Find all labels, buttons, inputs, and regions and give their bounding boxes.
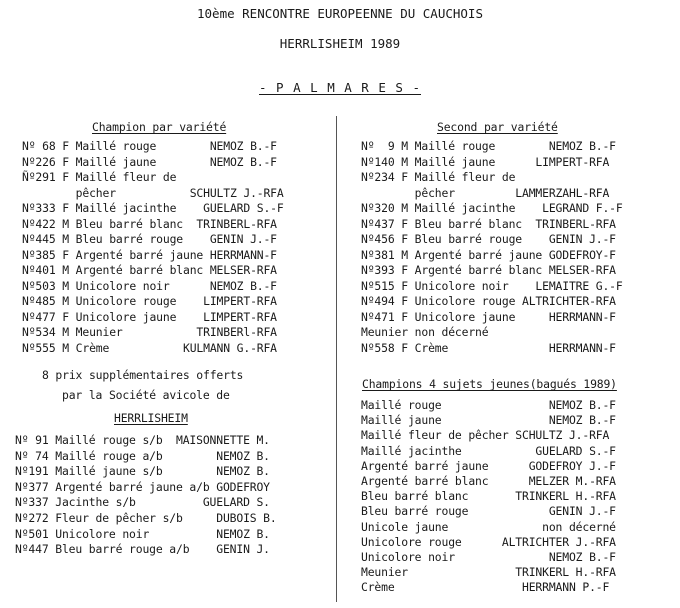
prize-line: Nº447 Bleu barré rouge a/b GENIN J.: [15, 542, 270, 557]
young-line: Maillé rouge NEMOZ B.-F: [361, 398, 616, 412]
champion-line: Ñº291 F Maillé fleur de: [22, 170, 177, 184]
young-line: Argenté barré jaune GODEFROY J.-F: [361, 458, 616, 473]
prize-line: Nº191 Maillé jaune s/b NEMOZ B.: [15, 464, 270, 479]
young-line: Maillé jaune NEMOZ B.-F: [361, 413, 616, 428]
prize-line: Nº272 Fleur de pêcher s/b DUBOIS B.: [15, 511, 277, 525]
champion-line: Nº534 M Meunier TRINBERl-RFA: [22, 325, 277, 339]
second-line: Nº320 M Maillé jacinthe LEGRAND F.-F: [361, 201, 623, 215]
document-title: 10ème RENCONTRE EUROPEENNE DU CAUCHOIS: [197, 6, 483, 21]
second-line: Nº437 F Bleu barré blanc TRINBERL-RFA: [361, 216, 616, 231]
champion-line: Nº485 M Unicolore rouge LIMPERT-RFA: [22, 294, 277, 308]
second-line: Nº 9 M Maillé rouge NEMOZ B.-F: [361, 139, 616, 153]
second-line: Nº381 M Argenté barré jaune GODEFROY-F: [361, 247, 616, 262]
champion-line: Nº226 F Maillé jaune NEMOZ B.-F: [22, 154, 277, 169]
prize-line: Nº 91 Maillé rouge s/b MAISONNETTE M.: [15, 433, 270, 447]
palmares-heading-text: - P A L M A R E S -: [259, 80, 421, 95]
champion-line: Nº477 F Unicolore jaune LIMPERT-RFA: [22, 309, 277, 324]
champion-line: Nº 68 F Maillé rouge NEMOZ B.-F: [22, 139, 277, 153]
second-line: Nº456 F Bleu barré rouge GENIN J.-F: [361, 232, 616, 246]
second-line: Nº471 F Unicolore jaune HERRMANN-F: [361, 309, 616, 324]
prize-line: Nº 74 Maillé rouge a/b NEMOZ B.: [15, 448, 270, 463]
young-line: Maillé jacinthe GUELARD S.-F: [361, 443, 616, 458]
palmares-heading: [0, 80, 680, 95]
champion-line: Nº445 M Bleu barré rouge GENIN J.-F: [22, 232, 277, 246]
second-line: Meunier non décerné: [361, 325, 489, 339]
second-line: Nº393 F Argenté barré blanc MELSER-RFA: [361, 263, 616, 277]
second-line: Nº558 F Crème HERRMANN-F: [361, 340, 616, 355]
young-line: Bleu barré rouge GENIN J.-F: [361, 504, 616, 519]
young-section-title: Champions 4 sujets jeunes(bagués 1989): [362, 377, 617, 391]
champion-line: Nº503 M Unicolore noir NEMOZ B.-F: [22, 278, 277, 293]
young-line: Meunier TRINKERL H.-RFA: [361, 565, 616, 580]
young-line: Crème HERRMANN P.-F: [361, 580, 610, 595]
prizes-title-line-1: 8 prix supplémentaires offerts: [42, 368, 244, 382]
champion-line: Nº385 F Argenté barré jaune HERRMANN-F: [22, 247, 277, 262]
young-line: Maillé fleur de pêcher SCHULTZ J.-RFA: [361, 428, 610, 443]
champion-line: Nº555 M Crème KULMANN G.-RFA: [22, 340, 277, 355]
second-line: Nº234 F Maillé fleur de: [361, 170, 516, 184]
prizes-title-line-2: par la Société avicole de: [62, 388, 230, 402]
young-line: Bleu barré blanc TRINKERL H.-RFA: [361, 489, 616, 504]
second-line: pêcher LAMMERZAHL-RFA: [361, 185, 610, 200]
prize-line: Nº377 Argenté barré jaune a/b GODEFROY: [15, 479, 270, 494]
second-section-title: Second par variété: [437, 120, 558, 134]
prize-line: Nº501 Unicolore noir NEMOZ B.: [15, 526, 270, 541]
champion-line: Nº401 M Argenté barré blanc MELSER-RFA: [22, 263, 277, 277]
prize-line: Nº337 Jacinthe s/b GUELARD S.: [15, 495, 270, 510]
champion-line: pêcher SCHULTZ J.-RFA: [22, 185, 284, 200]
young-line: Unicolore noir NEMOZ B.-F: [361, 550, 616, 564]
champion-line: Nº333 F Maillé jacinthe GUELARD S.-F: [22, 201, 284, 215]
young-line: Unicolore rouge ALTRICHTER J.-RFA: [361, 534, 616, 549]
young-line: Unicole jaune non décerné: [361, 519, 616, 534]
champion-section-title: Champion par variété: [92, 120, 227, 134]
event-location-year: HERRLISHEIM 1989: [279, 36, 401, 51]
champion-line: Nº422 M Bleu barré blanc TRINBERL-RFA: [22, 216, 277, 231]
prizes-title-line-3: HERRLISHEIM: [114, 411, 188, 425]
second-line: Nº494 F Unicolore rouge ALTRICHTER-RFA: [361, 294, 616, 308]
second-line: Nº515 F Unicolore noir LEMAITRE G.-F: [361, 278, 623, 293]
second-line: Nº140 M Maillé jaune LIMPERT-RFA: [361, 154, 610, 169]
column-divider: [336, 116, 337, 602]
young-line: Argenté barré blanc MELZER M.-RFA: [361, 474, 616, 488]
